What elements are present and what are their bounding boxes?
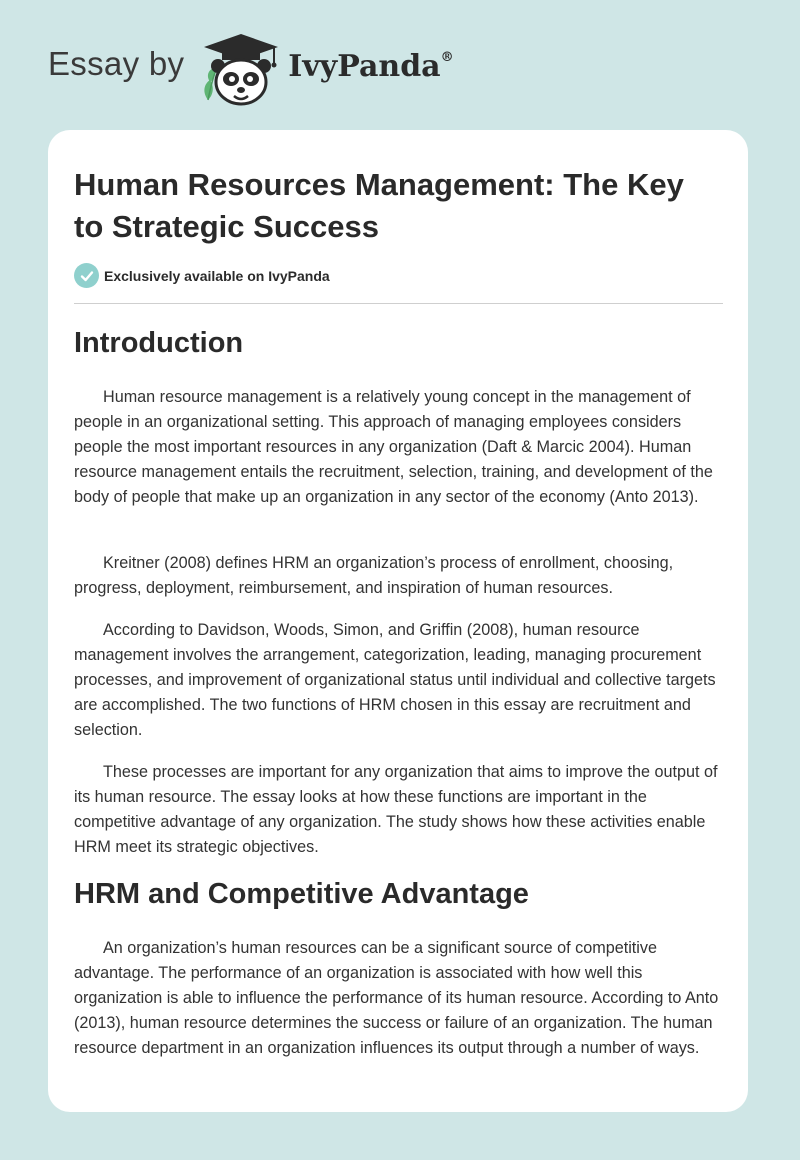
exclusive-badge (74, 263, 330, 288)
section-heading-hrm-competitive-advantage: HRM and Competitive Advantage (74, 878, 529, 910)
section-heading-introduction: Introduction (74, 327, 244, 359)
page-title: Human Resources Management: The Key to Strategic Success (74, 167, 684, 244)
badge-text: Exclusively available on IvyPanda (104, 267, 330, 284)
brand-name: IvyPanda® (288, 48, 454, 84)
intro-paragraph-3: According to Davidson, Woods, Simon, and Griffin (2008), human resource management involves the arrangement, categorization, leading, managing procurement processes, and improvement of organizational status until individual and collective targets are accomplished. The two functions of HRM chosen in this essay are recruitment and selection. (74, 621, 716, 739)
essay-card (48, 130, 748, 1112)
intro-paragraph-4: These processes are important for any organization that aims to improve the output of its human resource. The essay looks at how these functions are important in the competitive advantage of any organization. The study shows how these activities enable HRM meet its strategic objectives. (74, 763, 718, 856)
hrm-paragraph-1: An organization’s human resources can be a significant source of competitive advantage. The performance of an organization is associated with how well this organization is able to influence the performance of its human resource. According to Anto (2013), human resource determines the success or failure of an organization. The human resource department in an organization influences its output through a number of ways. (74, 939, 719, 1057)
brand-prefix: Essay by (48, 45, 185, 82)
intro-paragraph-2: Kreitner (2008) defines HRM an organization’s process of enrollment, choosing, progress, deployment, reimbursement, and inspiration of human resources. (74, 554, 674, 597)
brand-header (48, 30, 454, 110)
divider (74, 303, 723, 304)
panda-graduate-icon (198, 30, 284, 110)
intro-paragraph-1: Human resource management is a relatively young concept in the management of people in an organizational setting. This approach of managing employees considers people the most important resources in any organization (Daft & Marcic 2004). Human resource management entails the recruitment, selection, training, and development of the body of people that make up an organization in any sector of the economy (Anto 2013). (74, 388, 713, 506)
checkmark-icon (74, 263, 99, 288)
